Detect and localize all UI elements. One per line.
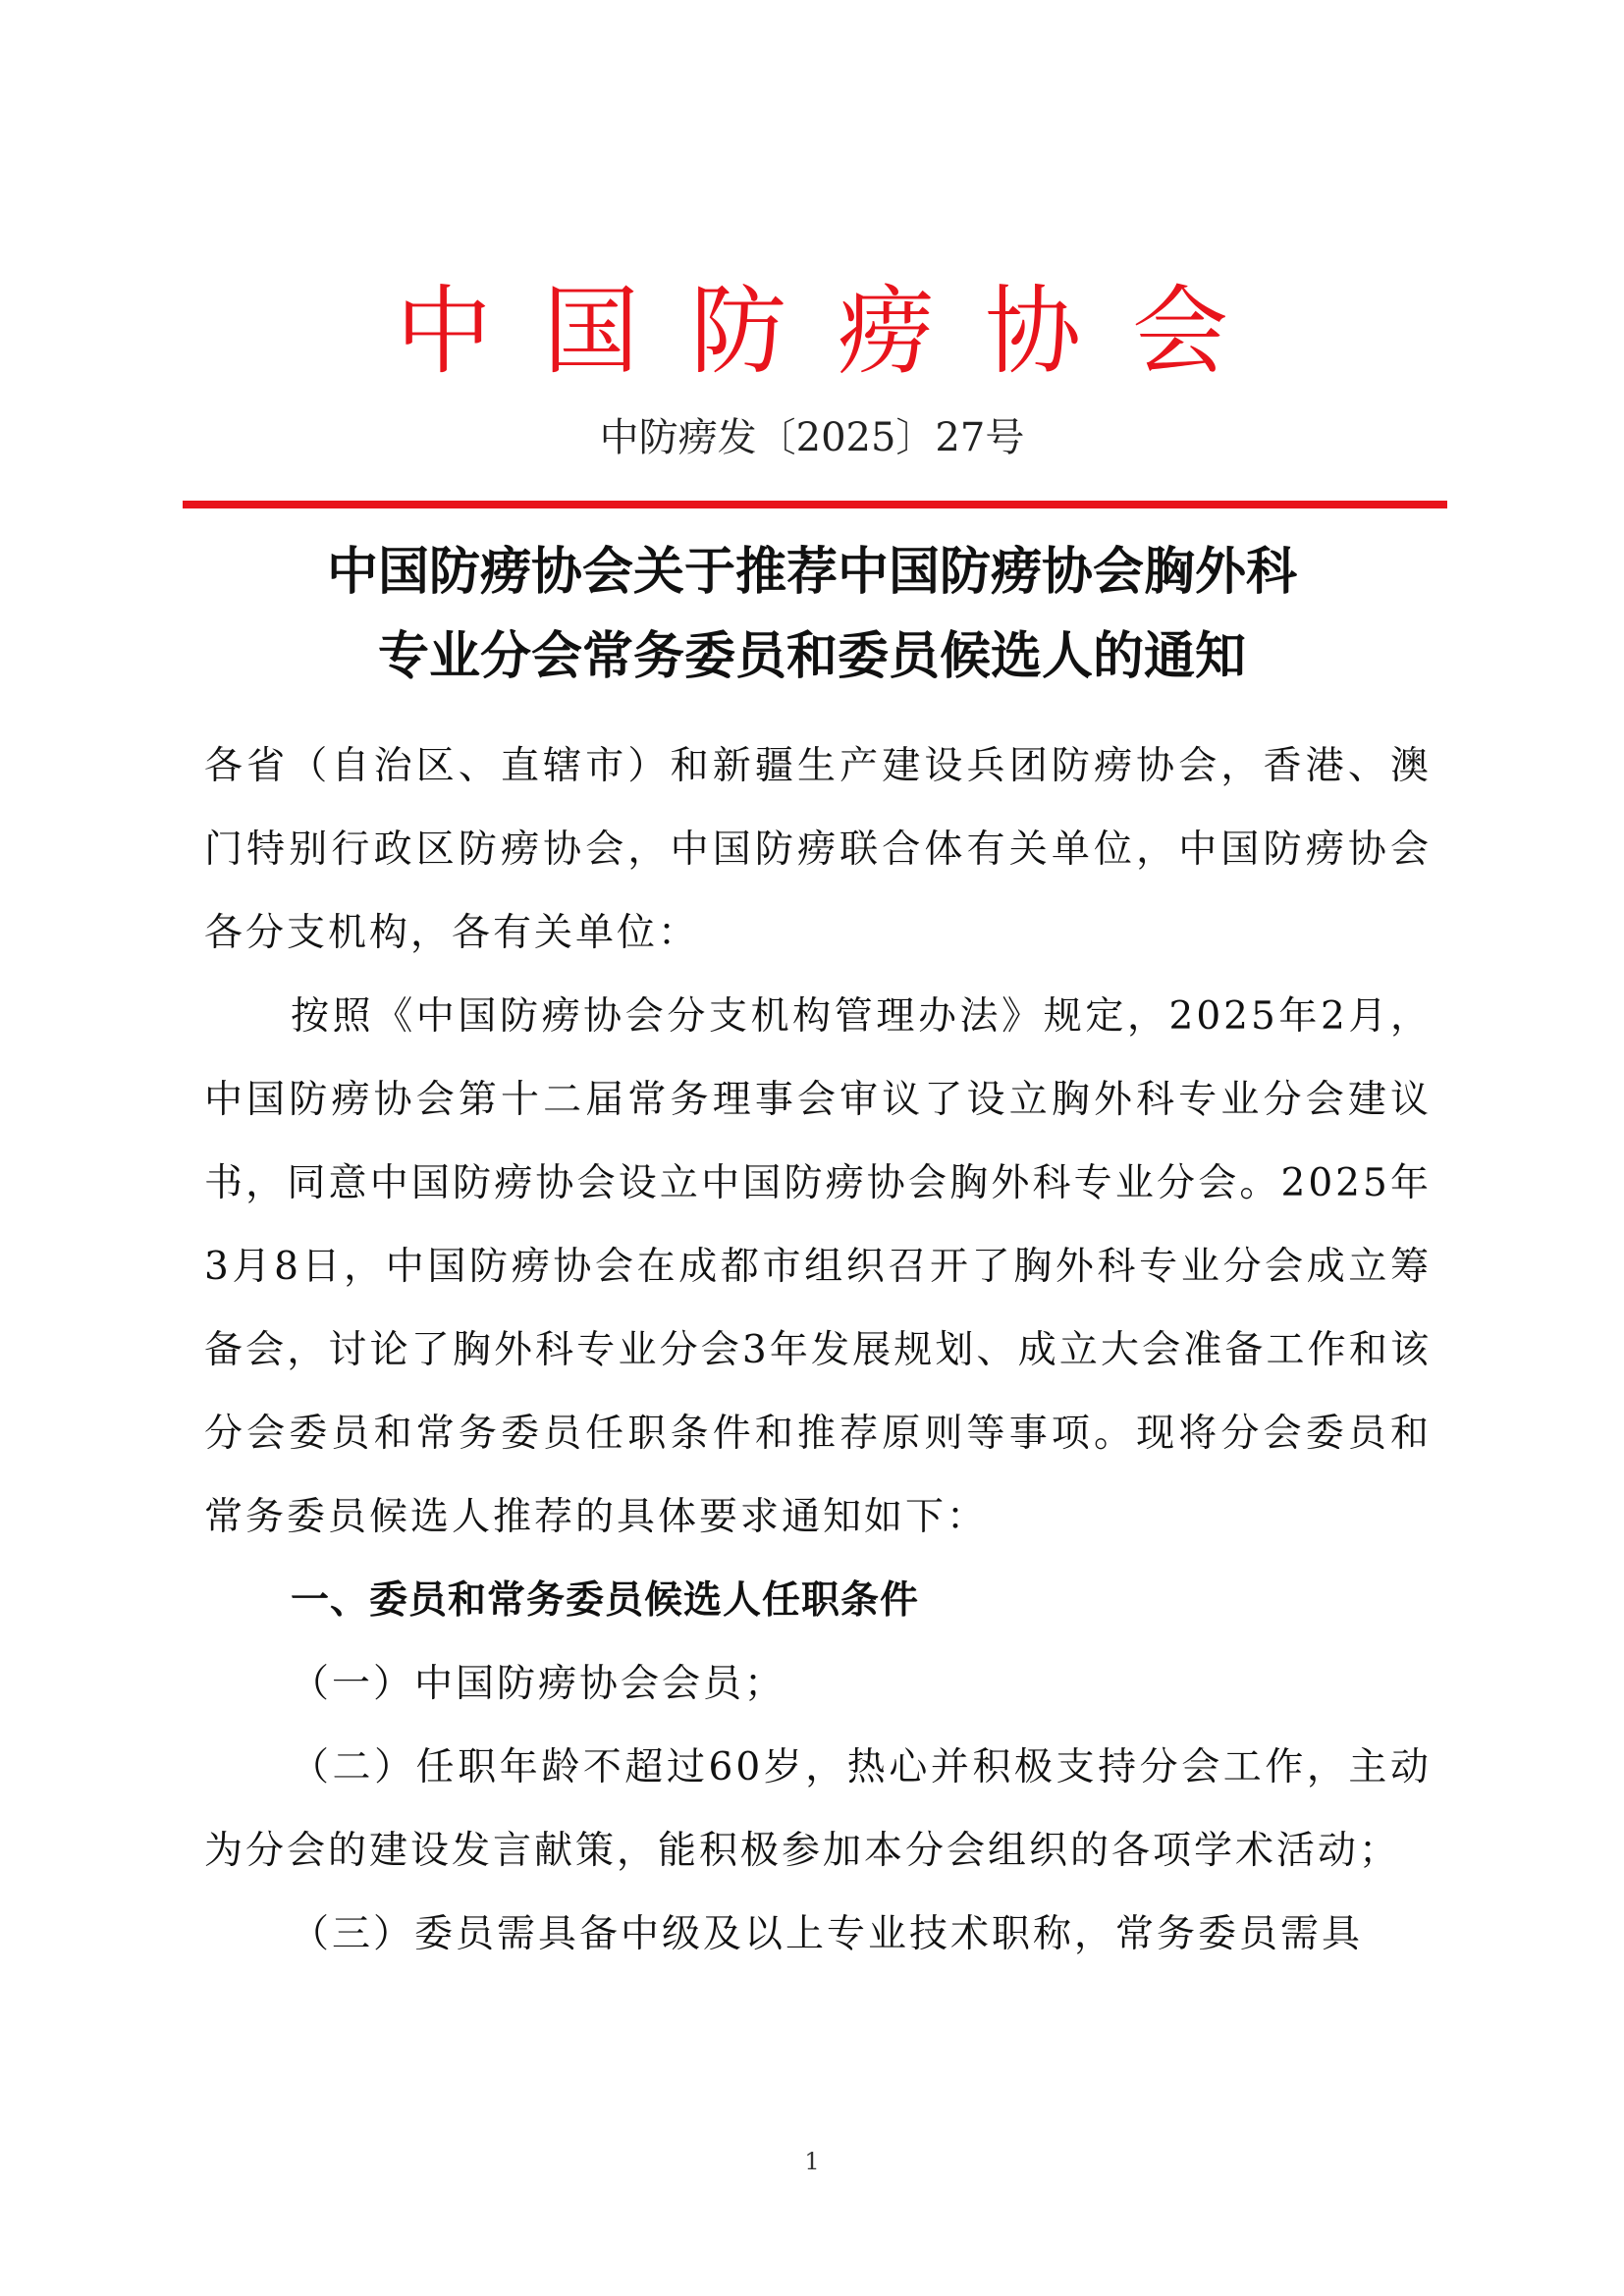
notice-title <box>0 530 1624 699</box>
org-header-title: 中国防痨协会 <box>395 276 1279 388</box>
body-paragraph: 按照《中国防痨协会分支机构管理办法》规定，2025年2月，中国防痨协会第十二届常务理事会审议了设立胸外科专业分会建议书，同意中国防痨协会设立中国防痨协会胸外科专业分会。2025年3月8日，中国防痨协会在成都市组织召开了胸外科专业分会成立筹备会，讨论了胸外科专业分会3年发展规划、成立大会准备工作和该分会委员和常务委员任职条件和推荐原则等事项。现将分会委员和常务委员候选人推荐的具体要求通知如下： <box>204 994 1432 1539</box>
page-number: 1 <box>804 2148 820 2175</box>
document-number: 中防痨发〔2025〕27号 <box>599 415 1025 460</box>
list-item-1: （一）中国防痨协会会员； <box>291 1662 786 1706</box>
red-divider-line <box>183 501 1447 508</box>
document-body <box>204 724 1432 1976</box>
addressee-paragraph: 各省（自治区、直辖市）和新疆生产建设兵团防痨协会，香港、澳门特别行政区防痨协会，中国防痨联合体有关单位，中国防痨协会各分支机构，各有关单位： <box>204 744 1432 955</box>
notice-title-line-1: 中国防痨协会关于推荐中国防痨协会胸外科 <box>326 542 1297 602</box>
section-heading: 一、委员和常务委员候选人任职条件 <box>291 1578 920 1623</box>
list-item-2: （二）任职年龄不超过60岁，热心并积极支持分会工作，主动为分会的建设发言献策，能积极参加本分会组织的各项学术活动； <box>204 1745 1432 1873</box>
notice-title-line-2: 专业分会常务委员和委员候选人的通知 <box>377 626 1246 686</box>
list-item-3: （三）委员需具备中级及以上专业技术职称，常务委员需具 <box>291 1912 1364 1956</box>
